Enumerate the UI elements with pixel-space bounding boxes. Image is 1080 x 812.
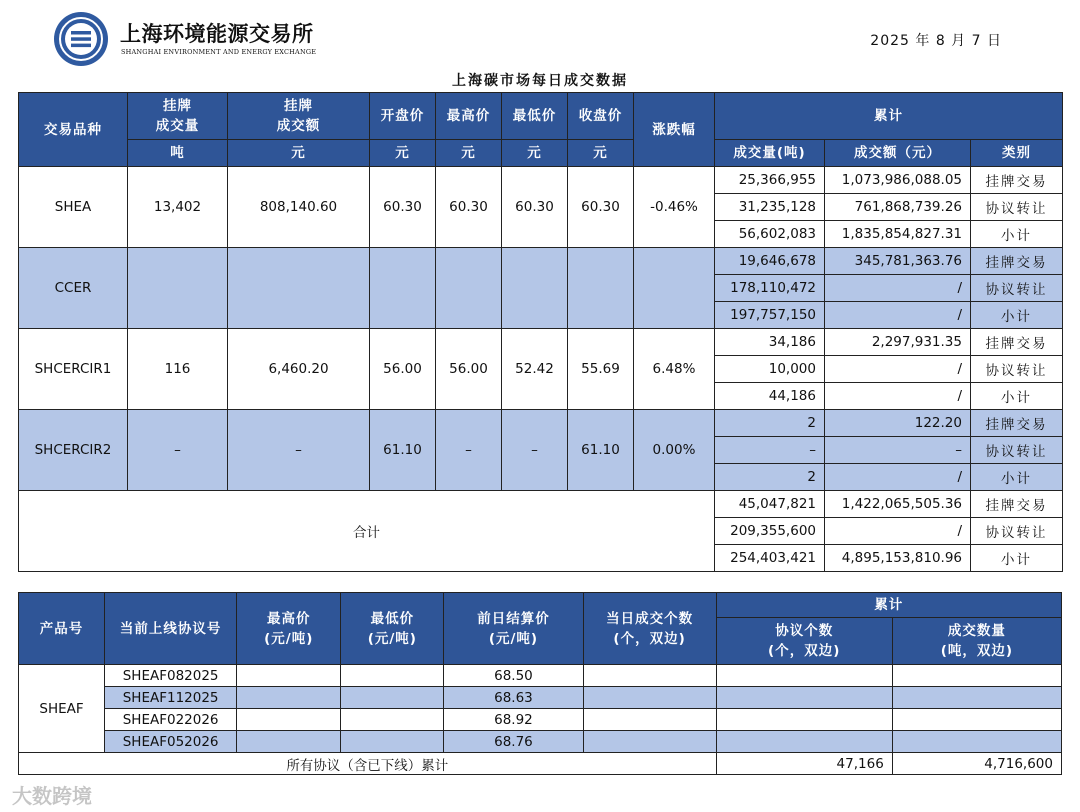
close-price-cell: 61.10 bbox=[568, 410, 634, 491]
header-day-count bbox=[583, 593, 716, 665]
page-header bbox=[0, 0, 1080, 70]
open-price-cell: 56.00 bbox=[370, 329, 436, 410]
header-open: 开盘价 bbox=[370, 93, 436, 140]
header-contract: 当前上线协议号 bbox=[105, 593, 237, 665]
futures-contract-table bbox=[18, 592, 1062, 775]
cum-type-cell: 小计 bbox=[971, 221, 1063, 248]
unit-amount: 元 bbox=[228, 140, 370, 167]
change-cell bbox=[634, 248, 715, 329]
cum-amount-cell: / bbox=[825, 383, 971, 410]
cum-type-cell: 小计 bbox=[971, 302, 1063, 329]
contract-row bbox=[19, 665, 1062, 687]
cum-qty-cell bbox=[892, 709, 1061, 731]
settle-price-cell: 68.50 bbox=[444, 665, 583, 687]
cum-volume-cell: – bbox=[715, 437, 825, 464]
header-high: 最高价 bbox=[436, 93, 502, 140]
product-no-cell: SHEAF bbox=[19, 665, 105, 753]
daily-trading-table bbox=[18, 92, 1063, 572]
total-type-cell: 挂牌交易 bbox=[971, 491, 1063, 518]
cum-volume-cell: 25,366,955 bbox=[715, 167, 825, 194]
contract-row bbox=[19, 687, 1062, 709]
header-cumulative-2: 累计 bbox=[716, 593, 1061, 618]
header-product-no: 产品号 bbox=[19, 593, 105, 665]
total-amount-cell: 1,422,065,505.36 bbox=[825, 491, 971, 518]
cum-type-cell: 挂牌交易 bbox=[971, 248, 1063, 275]
total-type-cell: 小计 bbox=[971, 545, 1063, 572]
total-amount-cell: 4,895,153,810.96 bbox=[825, 545, 971, 572]
cum-type-cell: 挂牌交易 bbox=[971, 329, 1063, 356]
unit-low: 元 bbox=[502, 140, 568, 167]
high-price-cell bbox=[237, 709, 341, 731]
watermark: 大数跨境 bbox=[12, 784, 92, 808]
low-price-cell bbox=[341, 665, 444, 687]
cum-qty-cell bbox=[892, 687, 1061, 709]
header-high-price bbox=[237, 593, 341, 665]
day-count-cell bbox=[583, 665, 716, 687]
org-name-cn: 上海环境能源交易所 bbox=[120, 21, 314, 46]
header-listed-amount bbox=[228, 93, 370, 140]
header-change: 涨跌幅 bbox=[634, 93, 715, 167]
cum-type-cell: 挂牌交易 bbox=[971, 167, 1063, 194]
day-count-cell bbox=[583, 687, 716, 709]
unit-close: 元 bbox=[568, 140, 634, 167]
high-price-cell bbox=[237, 665, 341, 687]
cum-type-cell: 小计 bbox=[971, 464, 1063, 491]
header-cumulative: 累计 bbox=[715, 93, 1063, 140]
header-low-price bbox=[341, 593, 444, 665]
unit-volume: 吨 bbox=[128, 140, 228, 167]
listed-amount-cell: – bbox=[228, 410, 370, 491]
contract-cell: SHEAF112025 bbox=[105, 687, 237, 709]
header-listed-volume-label: 挂牌 成交量 bbox=[155, 98, 200, 134]
header-day-count-label: 当日成交个数 (个，双边) bbox=[606, 610, 694, 647]
table-row bbox=[19, 248, 1063, 275]
cum-amount-cell: / bbox=[825, 356, 971, 383]
header-settle-price bbox=[444, 593, 583, 665]
table-row bbox=[19, 410, 1063, 437]
low-price-cell: 52.42 bbox=[502, 329, 568, 410]
header-close: 收盘价 bbox=[568, 93, 634, 140]
settle-price-cell: 68.76 bbox=[444, 731, 583, 753]
cum-count-cell bbox=[716, 665, 892, 687]
listed-volume-cell bbox=[128, 248, 228, 329]
close-price-cell: 60.30 bbox=[568, 167, 634, 248]
total-amount-cell: / bbox=[825, 518, 971, 545]
cum-amount-cell: 761,868,739.26 bbox=[825, 194, 971, 221]
cum-amount-cell: / bbox=[825, 464, 971, 491]
close-price-cell: 55.69 bbox=[568, 329, 634, 410]
header-listed-volume bbox=[128, 93, 228, 140]
header-settle-price-label: 前日结算价 (元/吨) bbox=[477, 610, 550, 647]
cum-amount-cell: 1,073,986,088.05 bbox=[825, 167, 971, 194]
contract-row bbox=[19, 709, 1062, 731]
cum-type-cell: 挂牌交易 bbox=[971, 410, 1063, 437]
high-price-cell: 56.00 bbox=[436, 329, 502, 410]
cum-volume-cell: 34,186 bbox=[715, 329, 825, 356]
contract-cell: SHEAF052026 bbox=[105, 731, 237, 753]
total-row bbox=[19, 753, 1062, 775]
table-row bbox=[19, 329, 1063, 356]
high-price-cell: 60.30 bbox=[436, 167, 502, 248]
cum-qty-cell bbox=[892, 665, 1061, 687]
open-price-cell bbox=[370, 248, 436, 329]
total-volume-cell: 45,047,821 bbox=[715, 491, 825, 518]
total-type-cell: 协议转让 bbox=[971, 518, 1063, 545]
total-volume-cell: 209,355,600 bbox=[715, 518, 825, 545]
header-cum-count-label: 协议个数 (个，双边) bbox=[768, 623, 841, 659]
header-low-price-label: 最低价 (元/吨) bbox=[367, 610, 417, 647]
unit-cum-volume: 成交量(吨) bbox=[715, 140, 825, 167]
high-price-cell bbox=[436, 248, 502, 329]
listed-volume-cell: 116 bbox=[128, 329, 228, 410]
listed-amount-cell: 808,140.60 bbox=[228, 167, 370, 248]
product-cell: SHCERCIR1 bbox=[19, 329, 128, 410]
product-cell: SHEA bbox=[19, 167, 128, 248]
listed-volume-cell: – bbox=[128, 410, 228, 491]
cum-volume-cell: 44,186 bbox=[715, 383, 825, 410]
header-cum-count bbox=[716, 618, 892, 665]
cum-volume-cell: 56,602,083 bbox=[715, 221, 825, 248]
low-price-cell: – bbox=[502, 410, 568, 491]
report-title: 上海碳市场每日成交数据 bbox=[452, 73, 628, 89]
all-contracts-total-label: 所有协议（含已下线）累计 bbox=[19, 753, 717, 775]
header-product: 交易品种 bbox=[19, 93, 128, 167]
cum-volume-cell: 197,757,150 bbox=[715, 302, 825, 329]
cum-amount-cell: 2,297,931.35 bbox=[825, 329, 971, 356]
total-cum-qty-cell: 4,716,600 bbox=[892, 753, 1061, 775]
cum-volume-cell: 2 bbox=[715, 410, 825, 437]
cum-amount-cell: 1,835,854,827.31 bbox=[825, 221, 971, 248]
day-count-cell bbox=[583, 709, 716, 731]
report-date: 2025 年 8 月 7 日 bbox=[870, 33, 1002, 49]
cum-amount-cell: / bbox=[825, 275, 971, 302]
exchange-logo-icon bbox=[52, 10, 110, 68]
cum-count-cell bbox=[716, 687, 892, 709]
unit-open: 元 bbox=[370, 140, 436, 167]
cum-amount-cell: 345,781,363.76 bbox=[825, 248, 971, 275]
cum-amount-cell: 122.20 bbox=[825, 410, 971, 437]
cum-volume-cell: 10,000 bbox=[715, 356, 825, 383]
open-price-cell: 60.30 bbox=[370, 167, 436, 248]
close-price-cell bbox=[568, 248, 634, 329]
contract-row bbox=[19, 731, 1062, 753]
high-price-cell bbox=[237, 731, 341, 753]
cum-type-cell: 小计 bbox=[971, 383, 1063, 410]
change-cell: -0.46% bbox=[634, 167, 715, 248]
low-price-cell bbox=[341, 731, 444, 753]
total-cum-count-cell: 47,166 bbox=[716, 753, 892, 775]
total-volume-cell: 254,403,421 bbox=[715, 545, 825, 572]
cum-amount-cell: – bbox=[825, 437, 971, 464]
contract-cell: SHEAF022026 bbox=[105, 709, 237, 731]
unit-cum-amount: 成交额（元） bbox=[825, 140, 971, 167]
low-price-cell: 60.30 bbox=[502, 167, 568, 248]
cum-type-cell: 协议转让 bbox=[971, 356, 1063, 383]
cum-volume-cell: 178,110,472 bbox=[715, 275, 825, 302]
total-label: 合计 bbox=[19, 491, 715, 572]
header-high-price-label: 最高价 (元/吨) bbox=[264, 610, 314, 647]
low-price-cell bbox=[341, 687, 444, 709]
high-price-cell: – bbox=[436, 410, 502, 491]
header-cum-qty bbox=[892, 618, 1061, 665]
settle-price-cell: 68.92 bbox=[444, 709, 583, 731]
cum-type-cell: 协议转让 bbox=[971, 437, 1063, 464]
cum-volume-cell: 2 bbox=[715, 464, 825, 491]
cum-count-cell bbox=[716, 731, 892, 753]
low-price-cell bbox=[502, 248, 568, 329]
change-cell: 0.00% bbox=[634, 410, 715, 491]
listed-volume-cell: 13,402 bbox=[128, 167, 228, 248]
cum-amount-cell: / bbox=[825, 302, 971, 329]
listed-amount-cell bbox=[228, 248, 370, 329]
header-cum-qty-label: 成交数量 (吨，双边) bbox=[940, 623, 1014, 659]
low-price-cell bbox=[341, 709, 444, 731]
cum-count-cell bbox=[716, 709, 892, 731]
listed-amount-cell: 6,460.20 bbox=[228, 329, 370, 410]
unit-cum-type: 类别 bbox=[971, 140, 1063, 167]
header-listed-amount-label: 挂牌 成交额 bbox=[276, 98, 321, 134]
cum-type-cell: 协议转让 bbox=[971, 194, 1063, 221]
total-row bbox=[19, 491, 1063, 518]
unit-high: 元 bbox=[436, 140, 502, 167]
cum-volume-cell: 19,646,678 bbox=[715, 248, 825, 275]
product-cell: CCER bbox=[19, 248, 128, 329]
cum-qty-cell bbox=[892, 731, 1061, 753]
header-low: 最低价 bbox=[502, 93, 568, 140]
settle-price-cell: 68.63 bbox=[444, 687, 583, 709]
product-cell: SHCERCIR2 bbox=[19, 410, 128, 491]
cum-type-cell: 协议转让 bbox=[971, 275, 1063, 302]
high-price-cell bbox=[237, 687, 341, 709]
org-name-en: SHANGHAI ENVIRONMENT AND ENERGY EXCHANGE bbox=[121, 48, 317, 56]
contract-cell: SHEAF082025 bbox=[105, 665, 237, 687]
day-count-cell bbox=[583, 731, 716, 753]
change-cell: 6.48% bbox=[634, 329, 715, 410]
cum-volume-cell: 31,235,128 bbox=[715, 194, 825, 221]
table-row bbox=[19, 167, 1063, 194]
open-price-cell: 61.10 bbox=[370, 410, 436, 491]
